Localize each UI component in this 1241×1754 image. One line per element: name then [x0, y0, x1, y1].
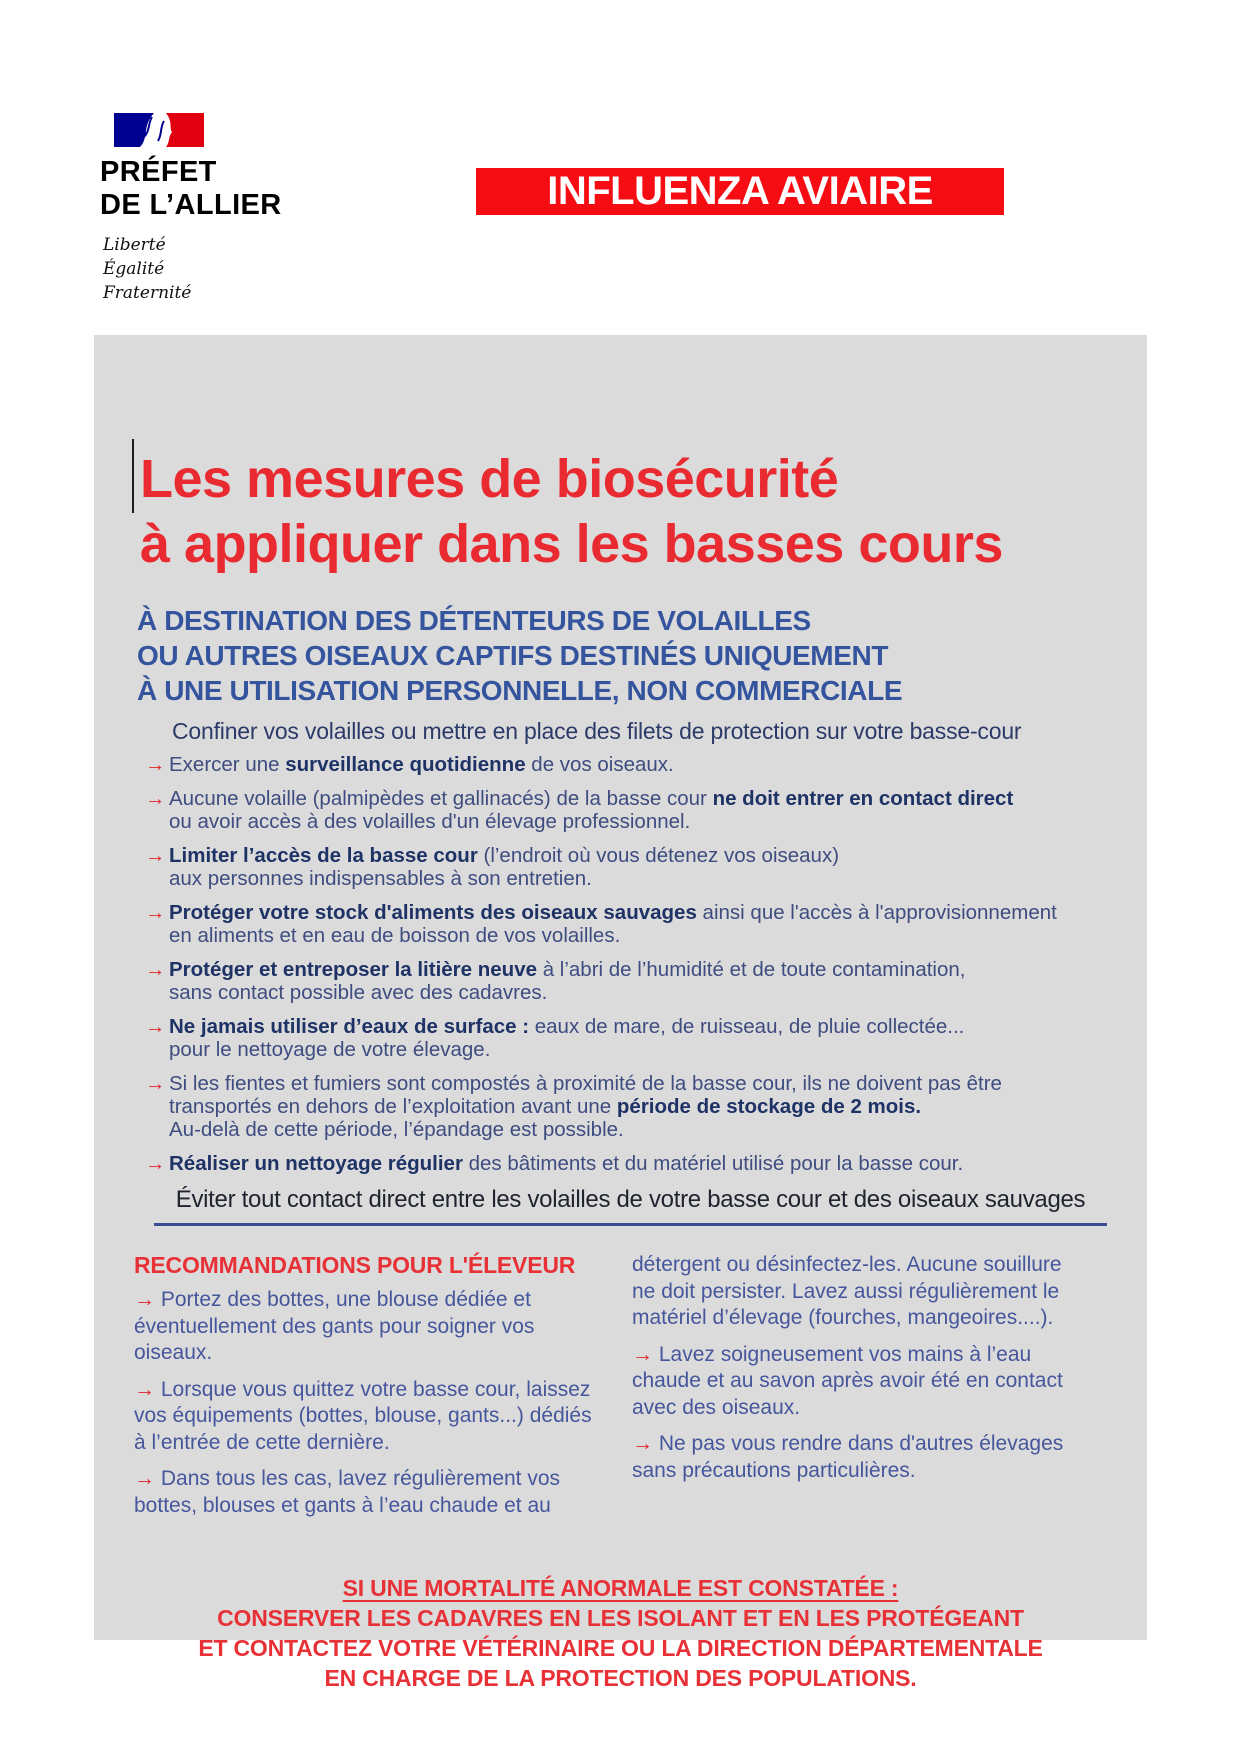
bullet-text: Ne jamais utiliser d’eaux de surface : eaux de mare, de ruisseau, de pluie collectée... pour le nettoyage de votre élevage.	[169, 1015, 965, 1061]
recommendation-item: → Lorsque vous quittez votre basse cour, laissez vos équipements (bottes, blouse, gants...) dédiés à l’entrée de cette dernière.	[134, 1377, 592, 1454]
arrow-icon: →	[145, 901, 166, 924]
gov-name-line2: DE L’ALLIER	[100, 189, 282, 221]
avoid-contact-banner	[154, 1186, 1107, 1226]
arrow-icon: →	[145, 1152, 166, 1175]
subtitle-line: À UNE UTILISATION PERSONNELLE, NON COMMERCIALE	[137, 675, 903, 706]
mortality-alert-line: EN CHARGE DE LA PROTECTION DES POPULATIONS.	[324, 1665, 917, 1691]
arrow-icon: →	[145, 958, 166, 981]
recommendation-continuation: détergent ou désinfectez-les. Aucune souillure ne doit persister. Lavez aussi régulièrement le matériel d’élevage (fourches, mangeoires....).	[632, 1253, 1062, 1329]
arrow-icon: →	[145, 1015, 166, 1038]
arrow-icon: →	[145, 753, 166, 776]
avoid-contact-text: Éviter tout contact direct entre les volailles de votre basse cour et des oiseaux sauvages	[175, 1186, 1086, 1213]
subtitle-line: À DESTINATION DES DÉTENTEURS DE VOLAILLES	[137, 605, 811, 636]
mortality-alert-line: ET CONTACTEZ VOTRE VÉTÉRINAIRE OU LA DIRECTION DÉPARTEMENTALE	[198, 1635, 1043, 1661]
recommendation-item: → Portez des bottes, une blouse dédiée et éventuellement des gants pour soigner vos oiseaux.	[134, 1288, 535, 1364]
arrow-icon: →	[134, 1377, 155, 1401]
mortality-alert	[94, 1573, 1147, 1693]
gov-motto	[103, 233, 282, 305]
gov-name	[100, 156, 282, 222]
bullet-item	[145, 787, 1105, 833]
left-column	[134, 1252, 596, 1529]
motto-line: Fraternité	[103, 283, 192, 303]
recommendation-item: → Lavez soigneusement vos mains à l’eau chaude et au savon après avoir été en contact avec des oiseaux.	[632, 1342, 1063, 1419]
bullet-item	[145, 958, 1105, 1004]
bullet-text: Protéger votre stock d'aliments des oiseaux sauvages ainsi que l'accès à l'approvisionnement en aliments et en eau de boisson de vos volailles.	[169, 901, 1057, 947]
arrow-icon: →	[632, 1432, 653, 1455]
bullet-item	[145, 753, 1105, 776]
subtitle-line: OU AUTRES OISEAUX CAPTIFS DESTINÉS UNIQUEMENT	[137, 640, 889, 671]
recommendations-columns	[134, 1252, 1147, 1529]
poster-title	[140, 447, 1147, 577]
arrow-icon: →	[145, 844, 166, 867]
bullet-item	[145, 901, 1105, 947]
text-cursor-caret	[132, 439, 134, 513]
mortality-alert-line: CONSERVER LES CADAVRES EN LES ISOLANT ET EN LES PROTÉGEANT	[217, 1605, 1024, 1631]
gov-name-line1: PRÉFET	[100, 156, 217, 188]
poster-subtitle	[137, 603, 1147, 708]
recommendation-item: → Dans tous les cas, lavez régulièrement vos bottes, blouses et gants à l’eau chaude et au	[134, 1467, 561, 1517]
measure-list	[145, 753, 1105, 1175]
bullet-text: Aucune volaille (palmipèdes et gallinacés) de la basse cour ne doit entrer en contact direct ou avoir accès à des volailles d'un élevage professionnel.	[169, 787, 1014, 833]
recommendation-item: → Ne pas vous rendre dans d'autres élevages sans précautions particulières.	[632, 1432, 1064, 1482]
bullet-text: Réaliser un nettoyage régulier des bâtiments et du matériel utilisé pour la basse cour.	[169, 1152, 964, 1175]
french-flag-marianne-icon	[114, 113, 204, 147]
poster-title-line2: à appliquer dans les basses cours	[140, 514, 1003, 574]
bullet-text: Protéger et entreposer la litière neuve à l’abri de l’humidité et de toute contamination, sans contact possible avec des cadavres.	[169, 958, 966, 1004]
arrow-icon: →	[134, 1467, 155, 1490]
bullet-text: Si les fientes et fumiers sont compostés à proximité de la basse cour, ils ne doivent pas être transportés en dehors de l’exploitation avant une période de stockage de 2 mois. Au-delà de cette période, l’épandage est possible.	[169, 1072, 1002, 1141]
banner-label: INFLUENZA AVIAIRE	[547, 169, 933, 213]
bullet-text: Exercer une surveillance quotidienne de vos oiseaux.	[169, 753, 674, 776]
poster-title-line1: Les mesures de biosécurité	[140, 449, 839, 509]
recommendations-heading: RECOMMANDATIONS POUR L'ÉLEVEUR	[134, 1252, 576, 1278]
right-column	[632, 1252, 1094, 1529]
motto-line: Égalité	[103, 259, 165, 279]
mortality-alert-line: SI UNE MORTALITÉ ANORMALE EST CONSTATÉE :	[342, 1575, 899, 1601]
bullet-item	[145, 1015, 1105, 1061]
poster-body	[94, 335, 1147, 1691]
arrow-icon: →	[145, 1072, 166, 1095]
gov-logo	[100, 113, 282, 305]
bullet-item	[145, 1072, 1105, 1141]
arrow-icon: →	[145, 787, 166, 810]
bullet-text: Limiter l’accès de la basse cour (l’endroit où vous détenez vos oiseaux) aux personnes indispensables à son entretien.	[169, 844, 840, 890]
bullet-item	[145, 844, 1105, 890]
confine-note: Confiner vos volailles ou mettre en place des filets de protection sur votre basse-cour	[172, 718, 1022, 744]
influenza-banner	[476, 168, 1004, 215]
bullet-item	[145, 1152, 1105, 1175]
arrow-icon: →	[632, 1342, 653, 1366]
arrow-icon: →	[134, 1288, 155, 1311]
motto-line: Liberté	[103, 235, 166, 255]
